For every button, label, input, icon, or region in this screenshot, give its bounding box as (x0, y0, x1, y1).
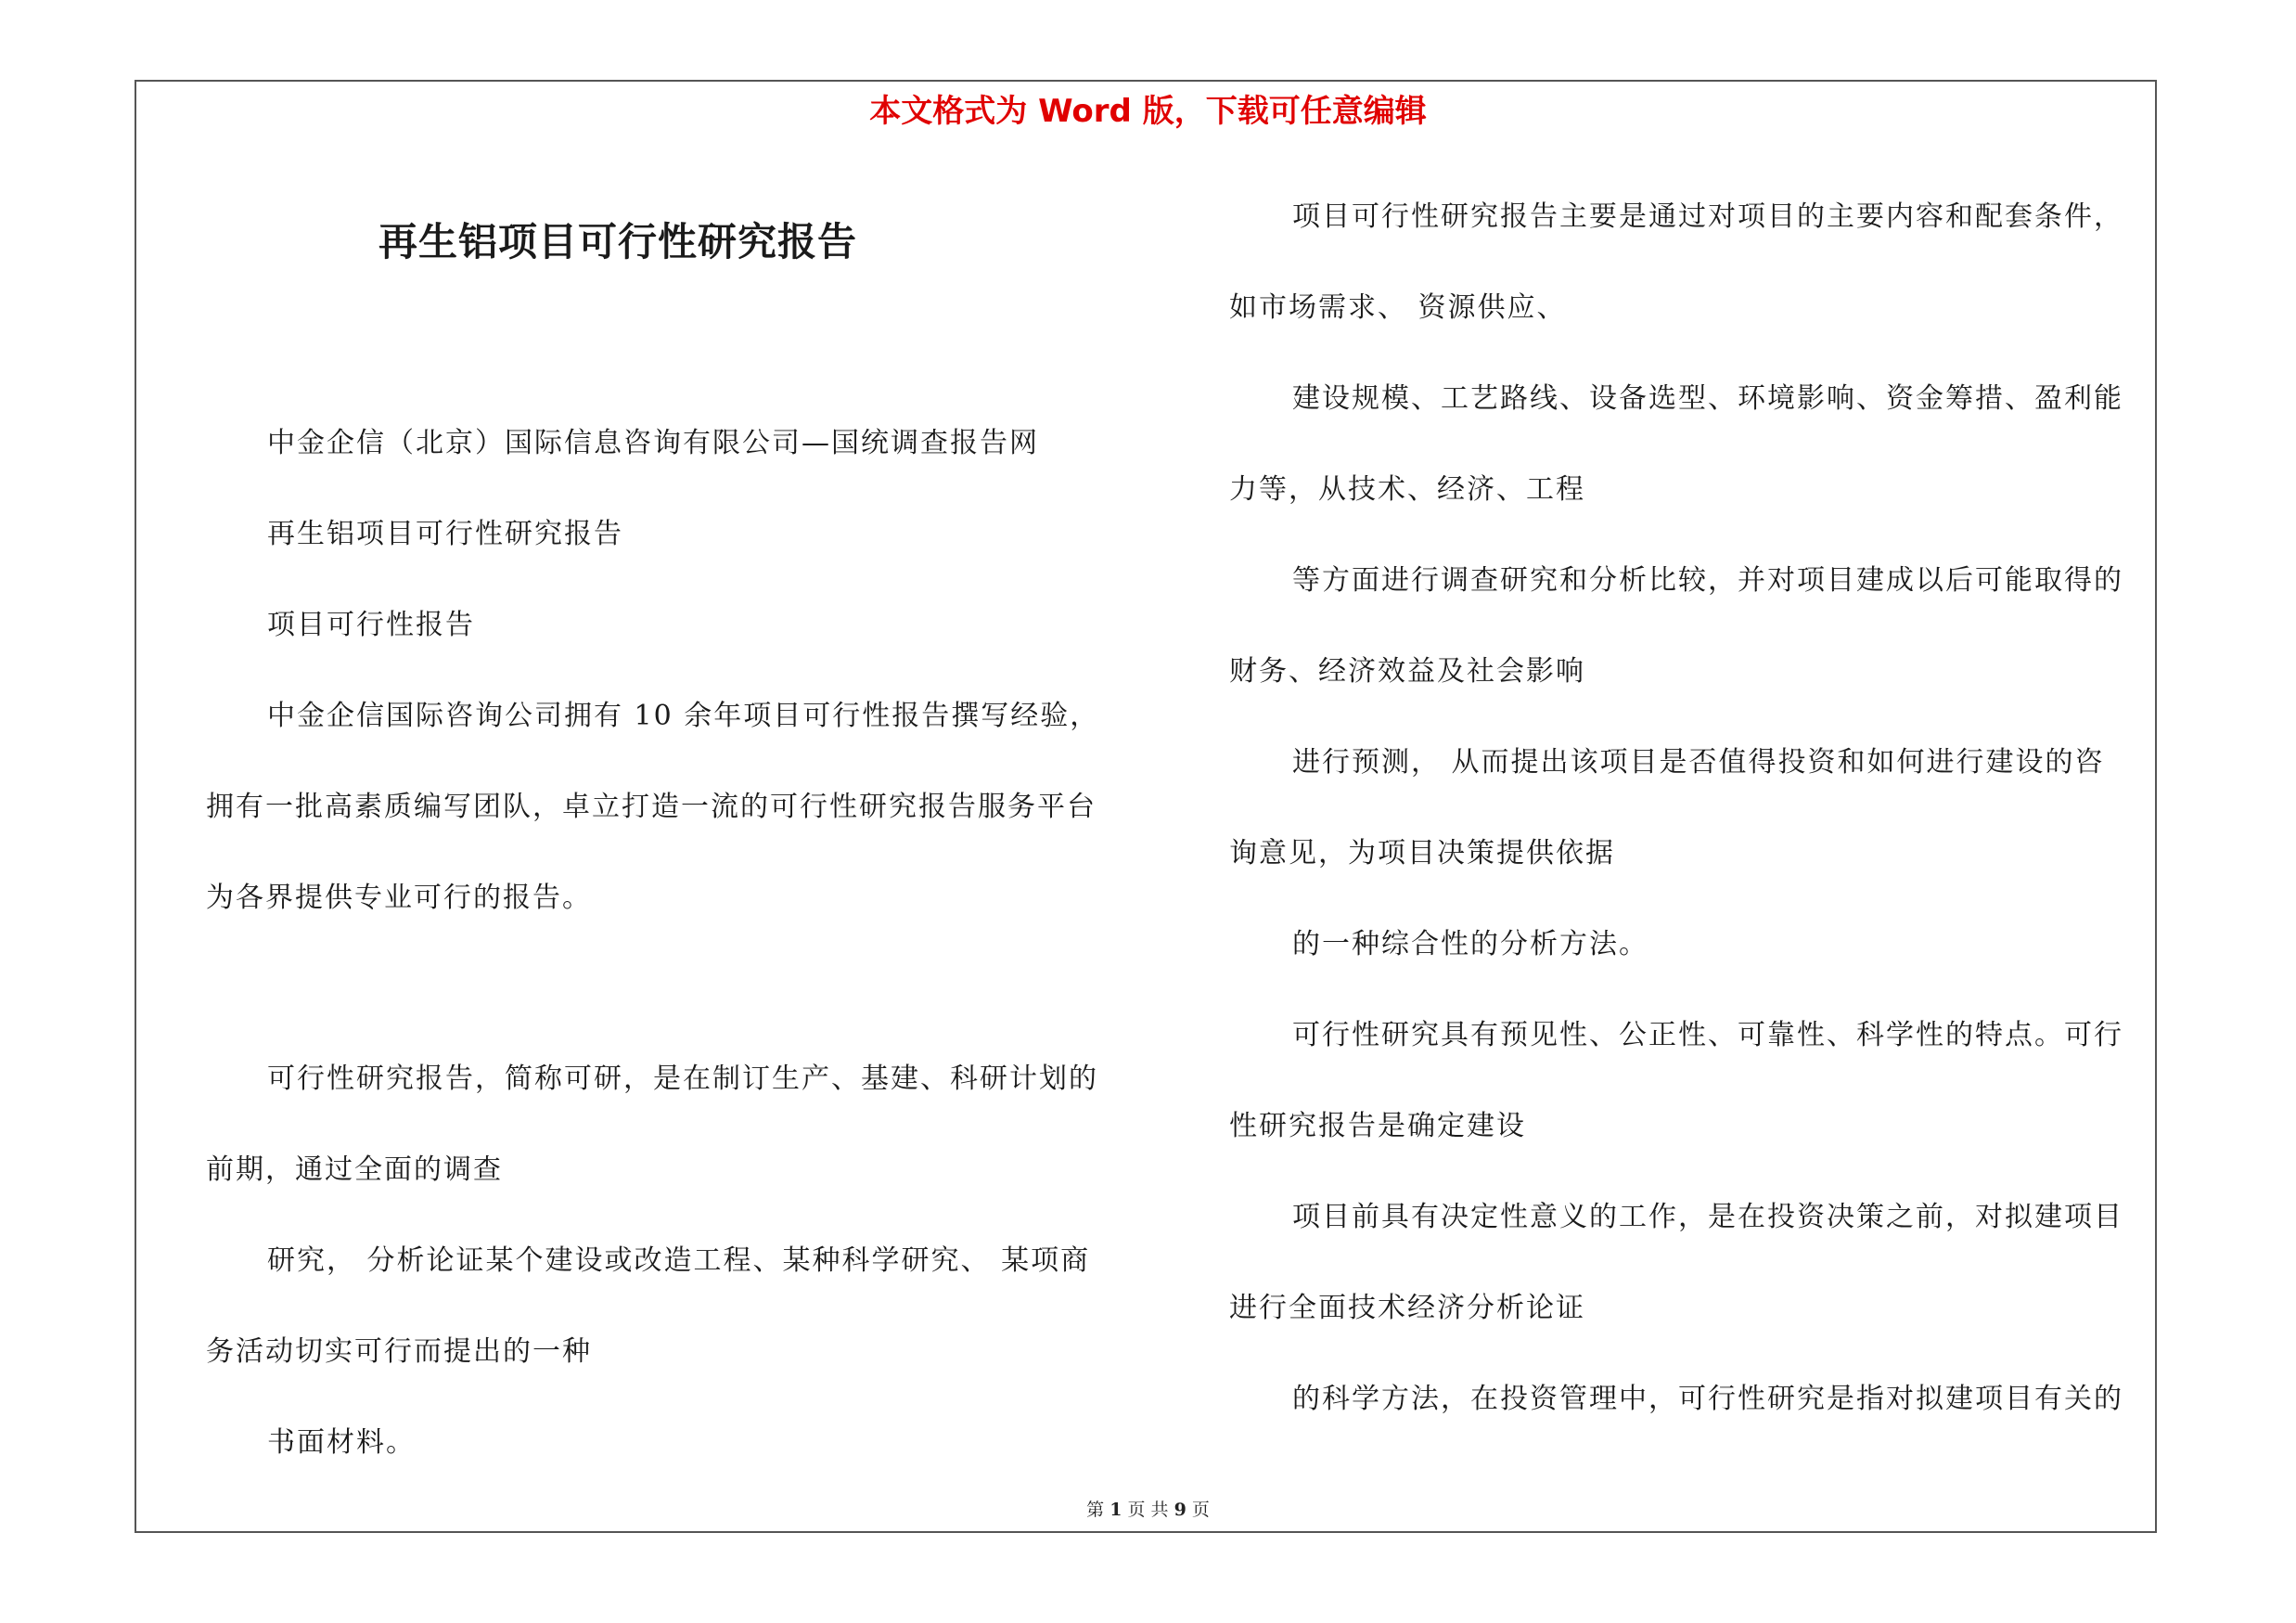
footer-page-number: 1 (1110, 1500, 1122, 1520)
left-line-4: 中金企信国际咨询公司拥有 10 余年项目可行性报告撰写经验， (267, 700, 1100, 732)
footer-mid: 页 共 (1127, 1500, 1169, 1520)
right-line-8: 询意见，为项目决策提供依据 (1229, 837, 1615, 869)
left-line-3: 项目可行性报告 (267, 609, 475, 641)
right-line-4: 力等，从技术、经济、工程 (1229, 473, 1585, 506)
left-line-1: 中金企信（北京）国际信息咨询有限公司—国统调查报告网 (267, 427, 1039, 459)
right-line-1: 项目可行性研究报告主要是通过对项目的主要内容和配套条件， (1292, 200, 2123, 233)
footer-suffix: 页 (1191, 1500, 1210, 1520)
right-line-11: 性研究报告是确定建设 (1229, 1110, 1526, 1142)
right-line-12: 项目前具有决定性意义的工作，是在投资决策之前，对拟建项目 (1292, 1201, 2123, 1233)
right-line-3: 建设规模、工艺路线、设备选型、环境影响、资金筹措、盈利能 (1292, 382, 2123, 415)
left-line-9: 研究， 分析论证某个建设或改造工程、某种科学研究、 某项商 (267, 1244, 1091, 1277)
left-line-10: 务活动切实可行而提出的一种 (206, 1335, 592, 1368)
left-line-5: 拥有一批高素质编写团队，卓立打造一流的可行性研究报告服务平台 (206, 791, 1097, 823)
right-line-5: 等方面进行调查研究和分析比较，并对项目建成以后可能取得的 (1292, 564, 2123, 597)
right-line-13: 进行全面技术经济分析论证 (1229, 1292, 1585, 1324)
left-line-2: 再生铝项目可行性研究报告 (267, 518, 623, 550)
left-line-8: 前期，通过全面的调查 (206, 1153, 503, 1186)
right-line-9: 的一种综合性的分析方法。 (1292, 928, 1648, 960)
right-line-10: 可行性研究具有预见性、公正性、可靠性、科学性的特点。可行 (1292, 1019, 2123, 1051)
right-line-7: 进行预测， 从而提出该项目是否值得投资和如何进行建设的咨 (1292, 746, 2105, 779)
left-line-6: 为各界提供专业可行的报告。 (206, 882, 592, 914)
footer-total-pages: 9 (1174, 1500, 1186, 1520)
format-banner: 本文格式为 Word 版，下载可任意编辑 (869, 93, 1427, 130)
page-footer (0, 1496, 2296, 1521)
right-line-2: 如市场需求、 资源供应、 (1229, 291, 1567, 324)
footer-prefix: 第 (1086, 1500, 1105, 1520)
left-line-11: 书面材料。 (267, 1426, 416, 1459)
right-line-6: 财务、经济效益及社会影响 (1229, 655, 1585, 688)
right-line-14: 的科学方法，在投资管理中，可行性研究是指对拟建项目有关的 (1292, 1383, 2123, 1415)
left-line-7: 可行性研究报告，简称可研，是在制订生产、基建、科研计划的 (267, 1063, 1098, 1095)
document-title: 再生铝项目可行性研究报告 (378, 219, 858, 264)
